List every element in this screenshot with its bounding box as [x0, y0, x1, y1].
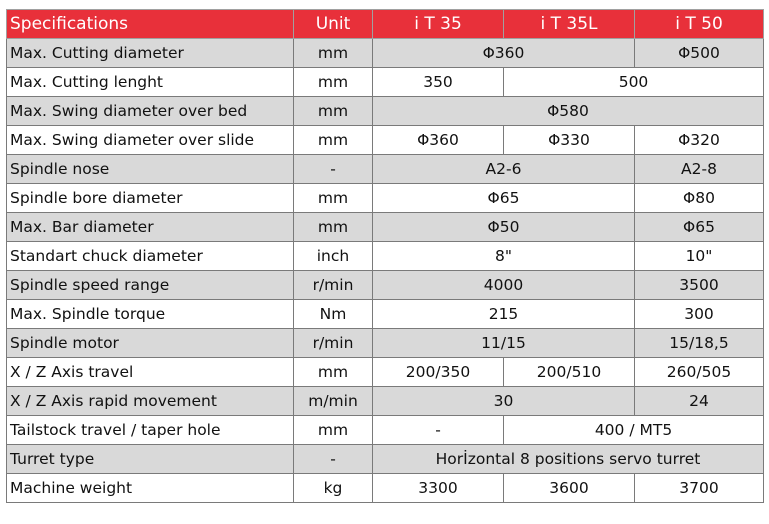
- spec-unit: Nm: [294, 300, 373, 329]
- model-header-it35: i T 35: [373, 10, 504, 39]
- spec-label: Spindle motor: [7, 329, 294, 358]
- specifications-table: [6, 9, 764, 503]
- table-header: [7, 10, 764, 39]
- spec-value: Φ65: [373, 184, 635, 213]
- spec-label: Tailstock travel / taper hole: [7, 416, 294, 445]
- spec-unit: mm: [294, 416, 373, 445]
- spec-unit: mm: [294, 213, 373, 242]
- spec-label: Machine weight: [7, 474, 294, 503]
- model-header-it35l: i T 35L: [504, 10, 635, 39]
- spec-unit: mm: [294, 358, 373, 387]
- spec-value: 350: [373, 68, 504, 97]
- spec-value: 3300: [373, 474, 504, 503]
- table-row: [7, 68, 764, 97]
- spec-value: Φ50: [373, 213, 635, 242]
- spec-value: 3700: [635, 474, 764, 503]
- spec-label: Max. Spindle torque: [7, 300, 294, 329]
- spec-value: Φ580: [373, 97, 764, 126]
- table-row: [7, 474, 764, 503]
- table-row: [7, 358, 764, 387]
- table-row: [7, 300, 764, 329]
- spec-value: 30: [373, 387, 635, 416]
- spec-unit: mm: [294, 97, 373, 126]
- spec-value: Φ360: [373, 39, 635, 68]
- table-row: [7, 184, 764, 213]
- table-row: [7, 39, 764, 68]
- spec-value: 300: [635, 300, 764, 329]
- table-row: [7, 242, 764, 271]
- spec-value: A2-6: [373, 155, 635, 184]
- table-row: [7, 416, 764, 445]
- spec-value: Φ360: [373, 126, 504, 155]
- spec-value: 500: [504, 68, 764, 97]
- spec-unit: mm: [294, 184, 373, 213]
- spec-label: Max. Swing diameter over bed: [7, 97, 294, 126]
- spec-value: 200/510: [504, 358, 635, 387]
- spec-label: Standart chuck diameter: [7, 242, 294, 271]
- table-row: [7, 97, 764, 126]
- table-row: [7, 155, 764, 184]
- spec-value: 215: [373, 300, 635, 329]
- spec-value: 3500: [635, 271, 764, 300]
- table-row: [7, 387, 764, 416]
- spec-value: Horİzontal 8 positions servo turret: [373, 445, 764, 474]
- table-row: [7, 271, 764, 300]
- model-header-it50: i T 50: [635, 10, 764, 39]
- spec-value: 8": [373, 242, 635, 271]
- spec-unit: mm: [294, 39, 373, 68]
- spec-value: A2-8: [635, 155, 764, 184]
- spec-unit: mm: [294, 126, 373, 155]
- table-row: [7, 213, 764, 242]
- spec-unit: r/min: [294, 329, 373, 358]
- table-body: [7, 39, 764, 503]
- table-row: [7, 329, 764, 358]
- spec-value: 400 / MT5: [504, 416, 764, 445]
- spec-unit: inch: [294, 242, 373, 271]
- spec-value: Φ330: [504, 126, 635, 155]
- spec-value: 3600: [504, 474, 635, 503]
- spec-label: Spindle nose: [7, 155, 294, 184]
- spec-label: Max. Cutting lenght: [7, 68, 294, 97]
- table-row: [7, 126, 764, 155]
- spec-label: X / Z Axis rapid movement: [7, 387, 294, 416]
- spec-value: 260/505: [635, 358, 764, 387]
- spec-value: Φ65: [635, 213, 764, 242]
- spec-label: Max. Bar diameter: [7, 213, 294, 242]
- spec-unit: r/min: [294, 271, 373, 300]
- spec-value: Φ500: [635, 39, 764, 68]
- spec-label: X / Z Axis travel: [7, 358, 294, 387]
- unit-header: Unit: [294, 10, 373, 39]
- spec-unit: kg: [294, 474, 373, 503]
- spec-unit: m/min: [294, 387, 373, 416]
- spec-value: 15/18,5: [635, 329, 764, 358]
- spec-value: 10": [635, 242, 764, 271]
- spec-unit: -: [294, 445, 373, 474]
- spec-value: 11/15: [373, 329, 635, 358]
- spec-value: 24: [635, 387, 764, 416]
- spec-label: Max. Swing diameter over slide: [7, 126, 294, 155]
- table-row: [7, 445, 764, 474]
- spec-value: 200/350: [373, 358, 504, 387]
- spec-value: -: [373, 416, 504, 445]
- spec-label: Spindle bore diameter: [7, 184, 294, 213]
- spec-label: Max. Cutting diameter: [7, 39, 294, 68]
- specifications-header: Specifications: [7, 10, 294, 39]
- spec-label: Spindle speed range: [7, 271, 294, 300]
- spec-value: Φ320: [635, 126, 764, 155]
- spec-value: Φ80: [635, 184, 764, 213]
- spec-unit: mm: [294, 68, 373, 97]
- spec-value: 4000: [373, 271, 635, 300]
- header-row: [7, 10, 764, 39]
- spec-unit: -: [294, 155, 373, 184]
- spec-label: Turret type: [7, 445, 294, 474]
